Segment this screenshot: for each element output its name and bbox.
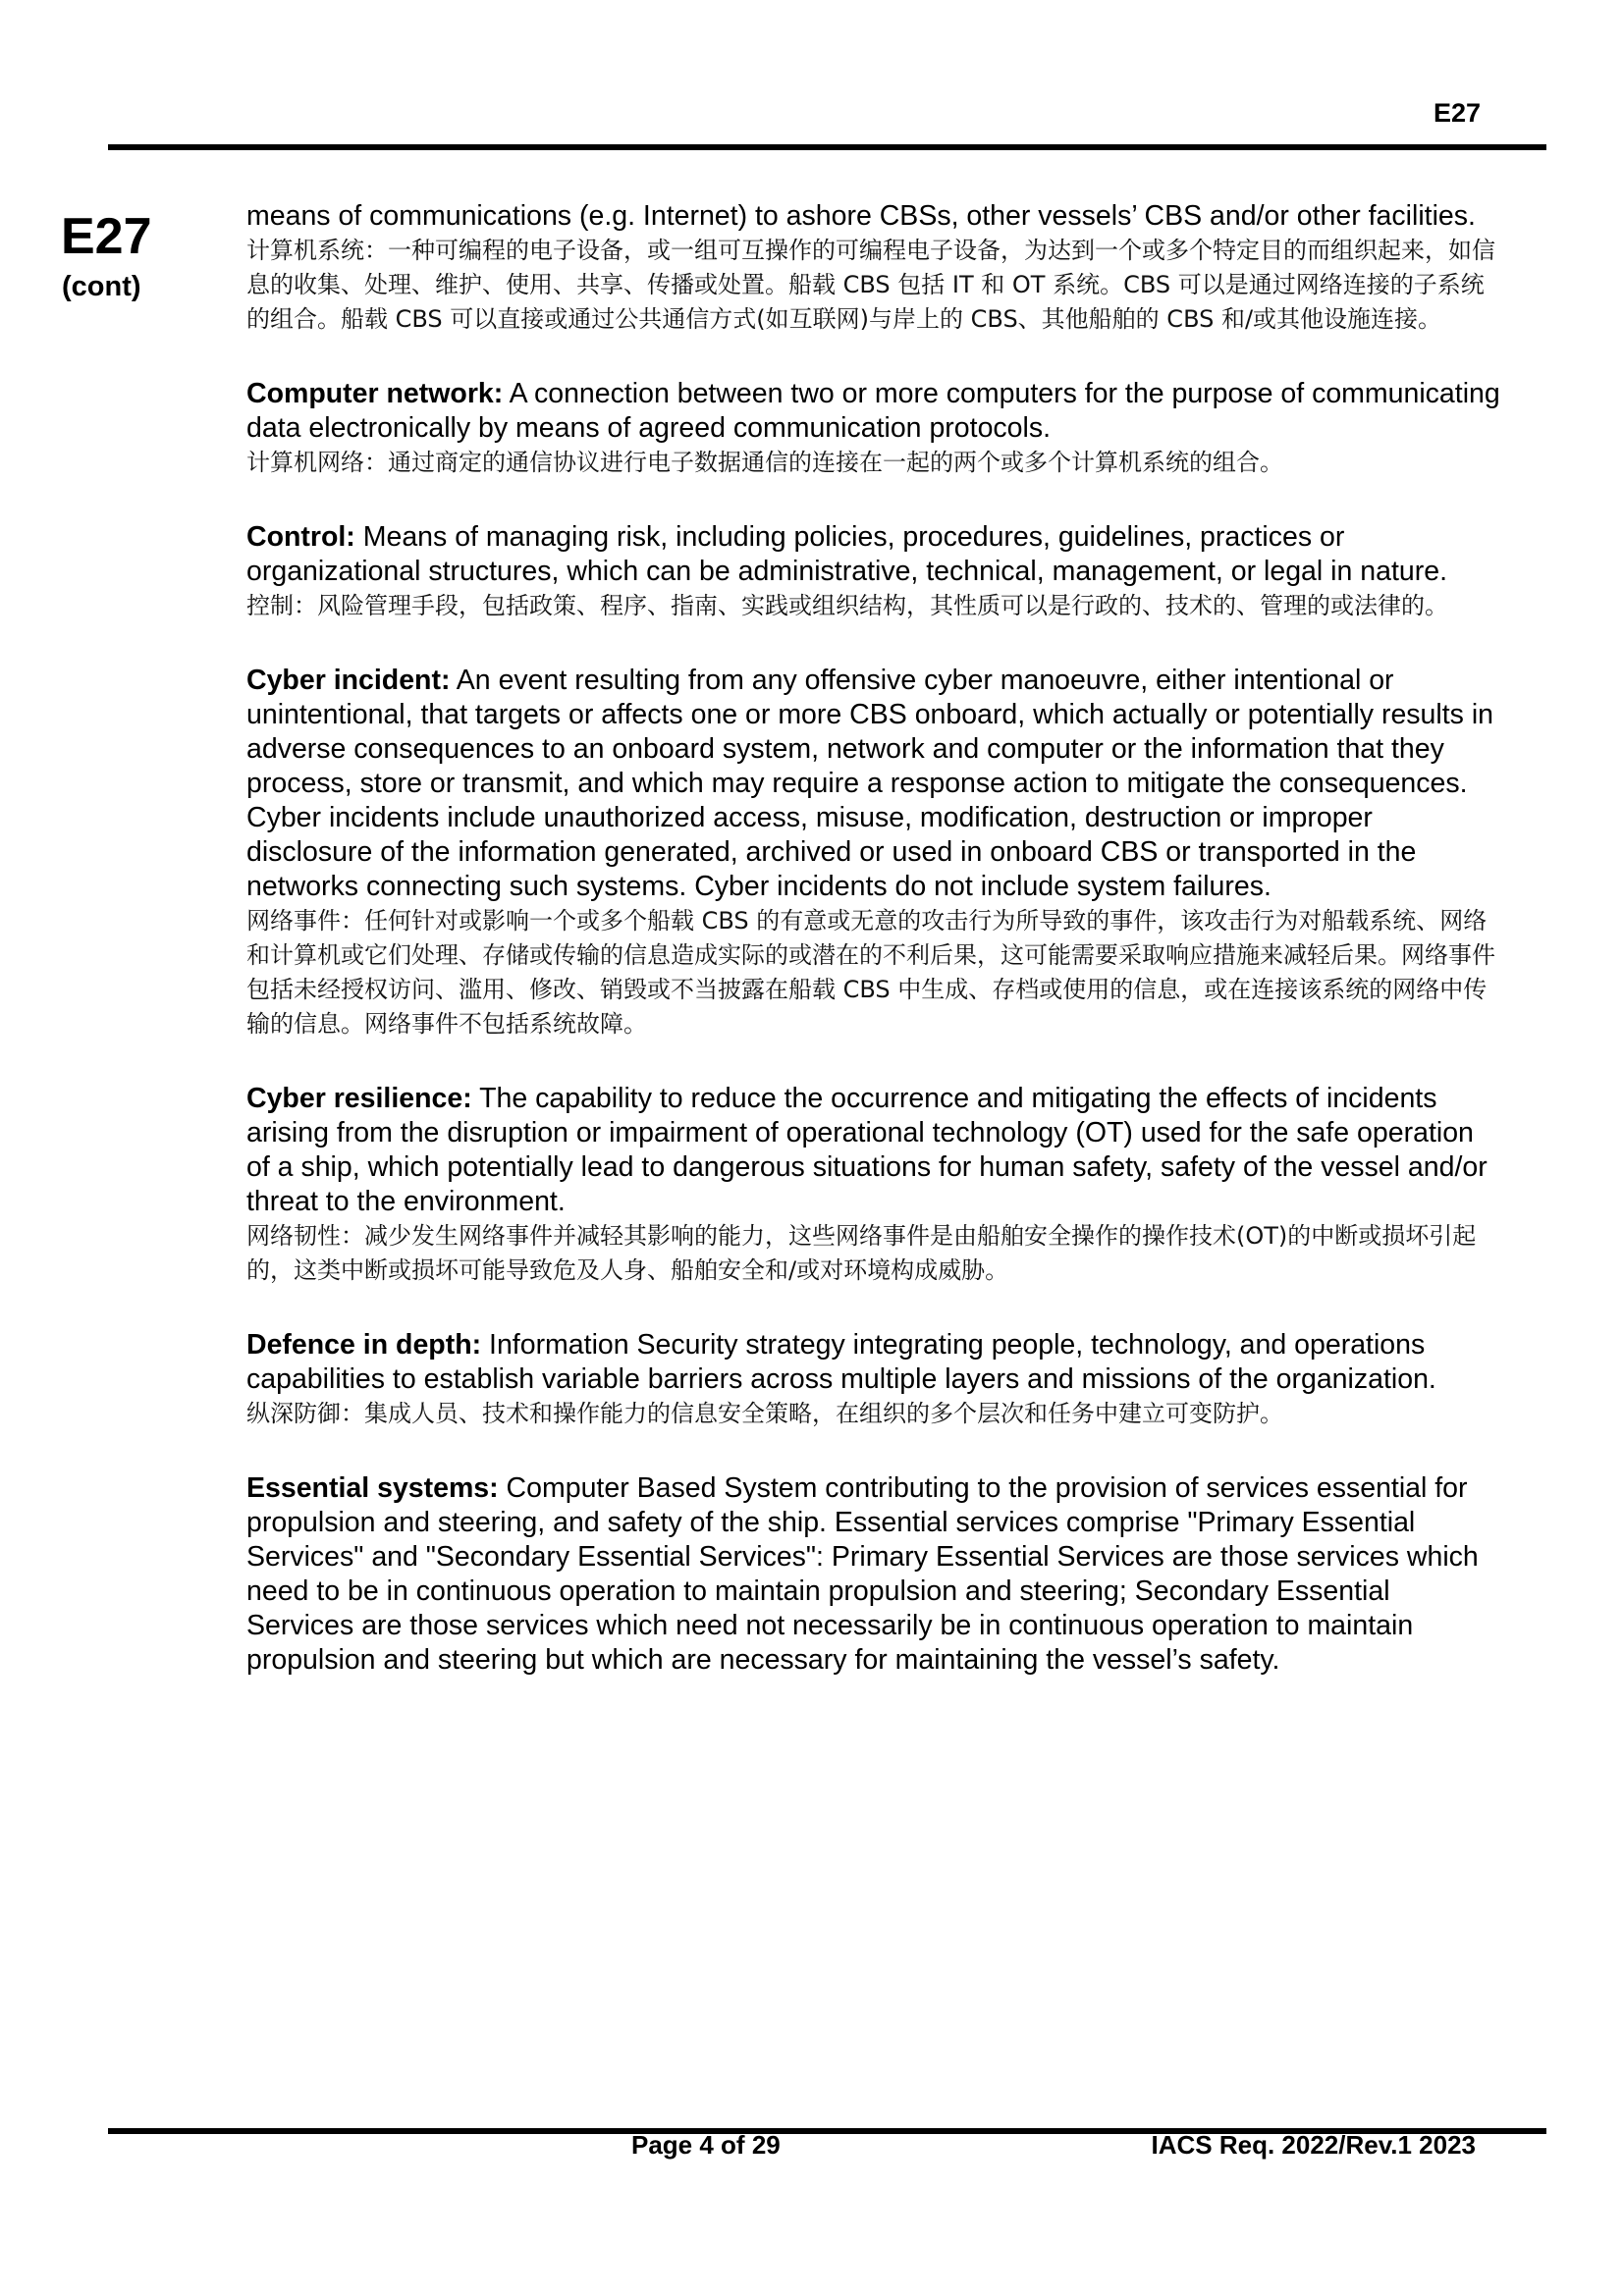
definition-text: An event resulting from any offensive cyber manoeuvre, either intentional or unintentional, that targets or affects one or more CBS onboard, which actually or potentially results in adverse consequences to an onboard system, network and computer or the information that they process, store or transmit, and which may require a response action to mitigate the consequences. Cyber incidents include unauthorized access, misuse, modification, destruction or improper disclosure of the information generated, archived or used in onboard CBS or transported in the networks connecting such systems. Cyber incidents do not include system failures. xyxy=(246,665,1494,902)
definition-term: Essential systems: xyxy=(246,1472,499,1504)
definition-term: Control: xyxy=(246,521,355,553)
definition-text: The capability to reduce the occurrence and mitigating the effects of incidents arising from the disruption or impairment of operational technology (OT) used for the safe operation of a ship, which potentially lead to dangerous situations for human safety, safety of the vessel and/or threat to the environment. xyxy=(246,1083,1488,1217)
definition-term: Defence in depth: xyxy=(246,1329,482,1361)
definition-entry xyxy=(246,1328,1503,1431)
header-rule xyxy=(108,144,1546,150)
definition-chinese: 网络事件：任何针对或影响一个或多个船载 CBS 的有意或无意的攻击行为所导致的事件，该攻击行为对船载系统、网络和计算机或它们处理、存储或传输的信息造成实际的或潜在的不利后果，这可能需要采取响应措施来减轻后果。网络事件包括未经授权访问、滥用、修改、销毁或不当披露在船载 CBS 中生成、存档或使用的信息，或在连接该系统的网络中传输的信息。网络事件不包括系统故障。 xyxy=(246,907,1495,1038)
header-code: E27 xyxy=(1433,98,1481,128)
definition-term: Cyber resilience: xyxy=(246,1083,472,1114)
definition-entry xyxy=(246,664,1503,1041)
intro-chinese: 计算机系统：一种可编程的电子设备，或一组可互操作的可编程电子设备，为达到一个或多个特定目的而组织起来，如信息的收集、处理、维护、使用、共享、传播或处置。船载 CBS 包括 IT 和 OT 系统。CBS 可以是通过网络连接的子系统的组合。船载 CBS 可以直接或通过公共通信方式(如互联网)与岸上的 CBS、其他船舶的 CBS 和/或其他设施连接。 xyxy=(246,237,1495,333)
definition-entry xyxy=(246,520,1503,623)
document-reference: IACS Req. 2022/Rev.1 2023 xyxy=(1151,2130,1476,2160)
definition-term: Computer network: xyxy=(246,378,504,409)
definition-term: Cyber incident: xyxy=(246,665,451,696)
definition-text: A connection between two or more computers for the purpose of communicating data electronically by means of agreed communication protocols. xyxy=(246,378,1500,444)
intro-english: means of communications (e.g. Internet) to ashore CBSs, other vessels’ CBS and/or other facilities. xyxy=(246,200,1476,232)
definitions-content xyxy=(246,199,1503,1718)
definition-chinese: 网络韧性：减少发生网络事件并减轻其影响的能力，这些网络事件是由船舶安全操作的操作技术(OT)的中断或损坏引起的，这类中断或损坏可能导致危及人身、船舶安全和/或对环境构成威胁。 xyxy=(246,1222,1477,1284)
definition-entry xyxy=(246,1082,1503,1288)
definition-entry xyxy=(246,377,1503,480)
page-number: Page 4 of 29 xyxy=(631,2130,781,2160)
definition-text: Information Security strategy integrating people, technology, and operations capabilities to establish variable barriers across multiple layers and missions of the organization. xyxy=(246,1329,1436,1395)
definition-chinese: 控制：风险管理手段，包括政策、程序、指南、实践或组织结构，其性质可以是行政的、技术的、管理的或法律的。 xyxy=(246,592,1448,619)
side-section-code: E27 xyxy=(61,208,152,265)
intro-entry xyxy=(246,199,1503,337)
definition-chinese: 计算机网络：通过商定的通信协议进行电子数据通信的连接在一起的两个或多个计算机系统的组合。 xyxy=(246,449,1283,476)
definition-text: Computer Based System contributing to the provision of services essential for propulsion and steering, and safety of the ship. Essential services comprise "Primary Essential Services" and "Secondary Essential Services": Primary Essential Services are those services which need to be in continuous operation to maintain propulsion and steering; Secondary Essential Services are those services which need not necessarily be in continuous operation to maintain propulsion and steering but which are necessary for maintaining the vessel’s safety. xyxy=(246,1472,1479,1676)
definition-text: Means of managing risk, including policies, procedures, guidelines, practices or organizational structures, which can be administrative, technical, management, or legal in nature. xyxy=(246,521,1447,587)
side-continued-label: (cont) xyxy=(62,271,141,302)
definition-chinese: 纵深防御：集成人员、技术和操作能力的信息安全策略，在组织的多个层次和任务中建立可变防护。 xyxy=(246,1400,1283,1427)
definition-entry xyxy=(246,1471,1503,1678)
